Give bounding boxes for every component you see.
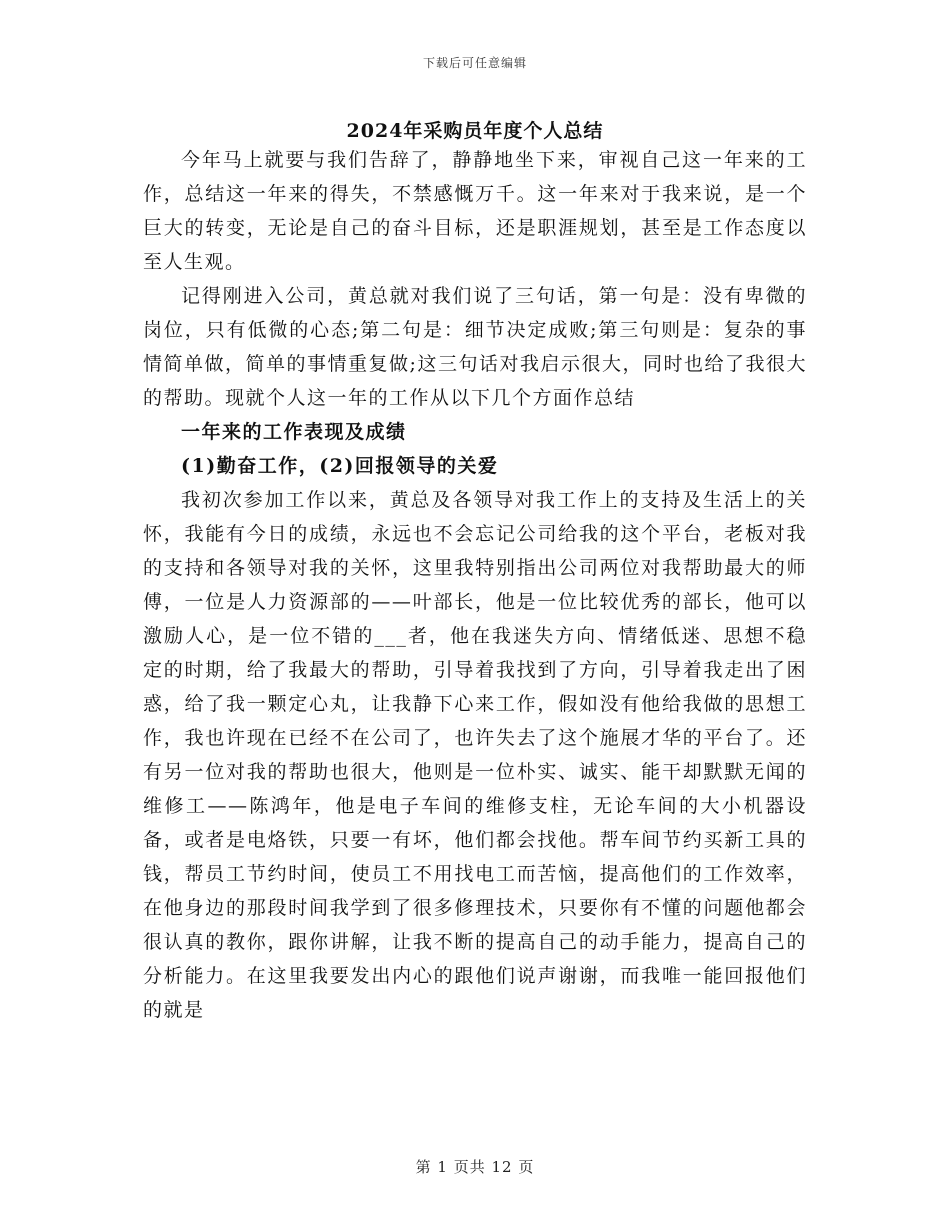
paragraph-gratitude: 我初次参加工作以来，黄总及各领导对我工作上的支持及生活上的关怀，我能有今日的成绩，永远也不会忘记公司给我的这个平台，老板对我的支持和各领导对我的关怀，这里我特别指出公司两位对我帮助最大的师傅，一位是人力资源部的——叶部长，他是一位比较优秀的部长，他可以激励人心，是一位不错的___者，他在我迷失方向、情绪低迷、思想不稳定的时期，给了我最大的帮助，引导着我找到了方向，引导着我走出了困惑，给了我一颗定心丸，让我静下心来工作，假如没有他给我做的思想工作，我也许现在已经不在公司了，也许失去了这个施展才华的平台了。还有另一位对我的帮助也很大，他则是一位朴实、诚实、能干却默默无闻的维修工——陈鸿年，他是电子车间的维修支柱，无论车间的大小机器设备，或者是电烙铁，只要一有坏，他们都会找他。帮车间节约买新工具的钱，帮员工节约时间，使员工不用找电工而苦恼，提高他们的工作效率，在他身边的那段时间我学到了很多修理技术，只要你有不懂的问题他都会很认真的教你，跟你讲解，让我不断的提高自己的动手能力，提高自己的分析能力。在这里我要发出内心的跟他们说声谢谢，而我唯一能回报他们的就是 [143, 489, 807, 1021]
subsection-heading-diligence: (1)勤奋工作，(2)回报领导的关爱 [181, 455, 499, 477]
section-heading-achievements: 一年来的工作表现及成绩 [181, 421, 407, 443]
paragraph-intro: 今年马上就要与我们告辞了，静静地坐下来，审视自己这一年来的工作，总结这一年来的得失，不禁感慨万千。这一年来对于我来说，是一个巨大的转变，无论是自己的奋斗目标，还是职涯规划，甚至是工作态度以至人生观。 [143, 149, 807, 273]
page-footer: 第 1 页共 12 页 [415, 1158, 535, 1176]
paragraph-three-sayings: 记得刚进入公司，黄总就对我们说了三句话，第一句是：没有卑微的岗位，只有低微的心态;第二句是：细节决定成败;第三句则是：复杂的事情简单做，简单的事情重复做;这三句话对我启示很大，同时也给了我很大的帮助。现就个人这一年的工作从以下几个方面作总结 [143, 285, 807, 409]
header-note: 下载后可任意编辑 [422, 56, 527, 70]
document-body [143, 143, 807, 1027]
document-title: 2024年采购员年度个人总结 [346, 120, 604, 142]
